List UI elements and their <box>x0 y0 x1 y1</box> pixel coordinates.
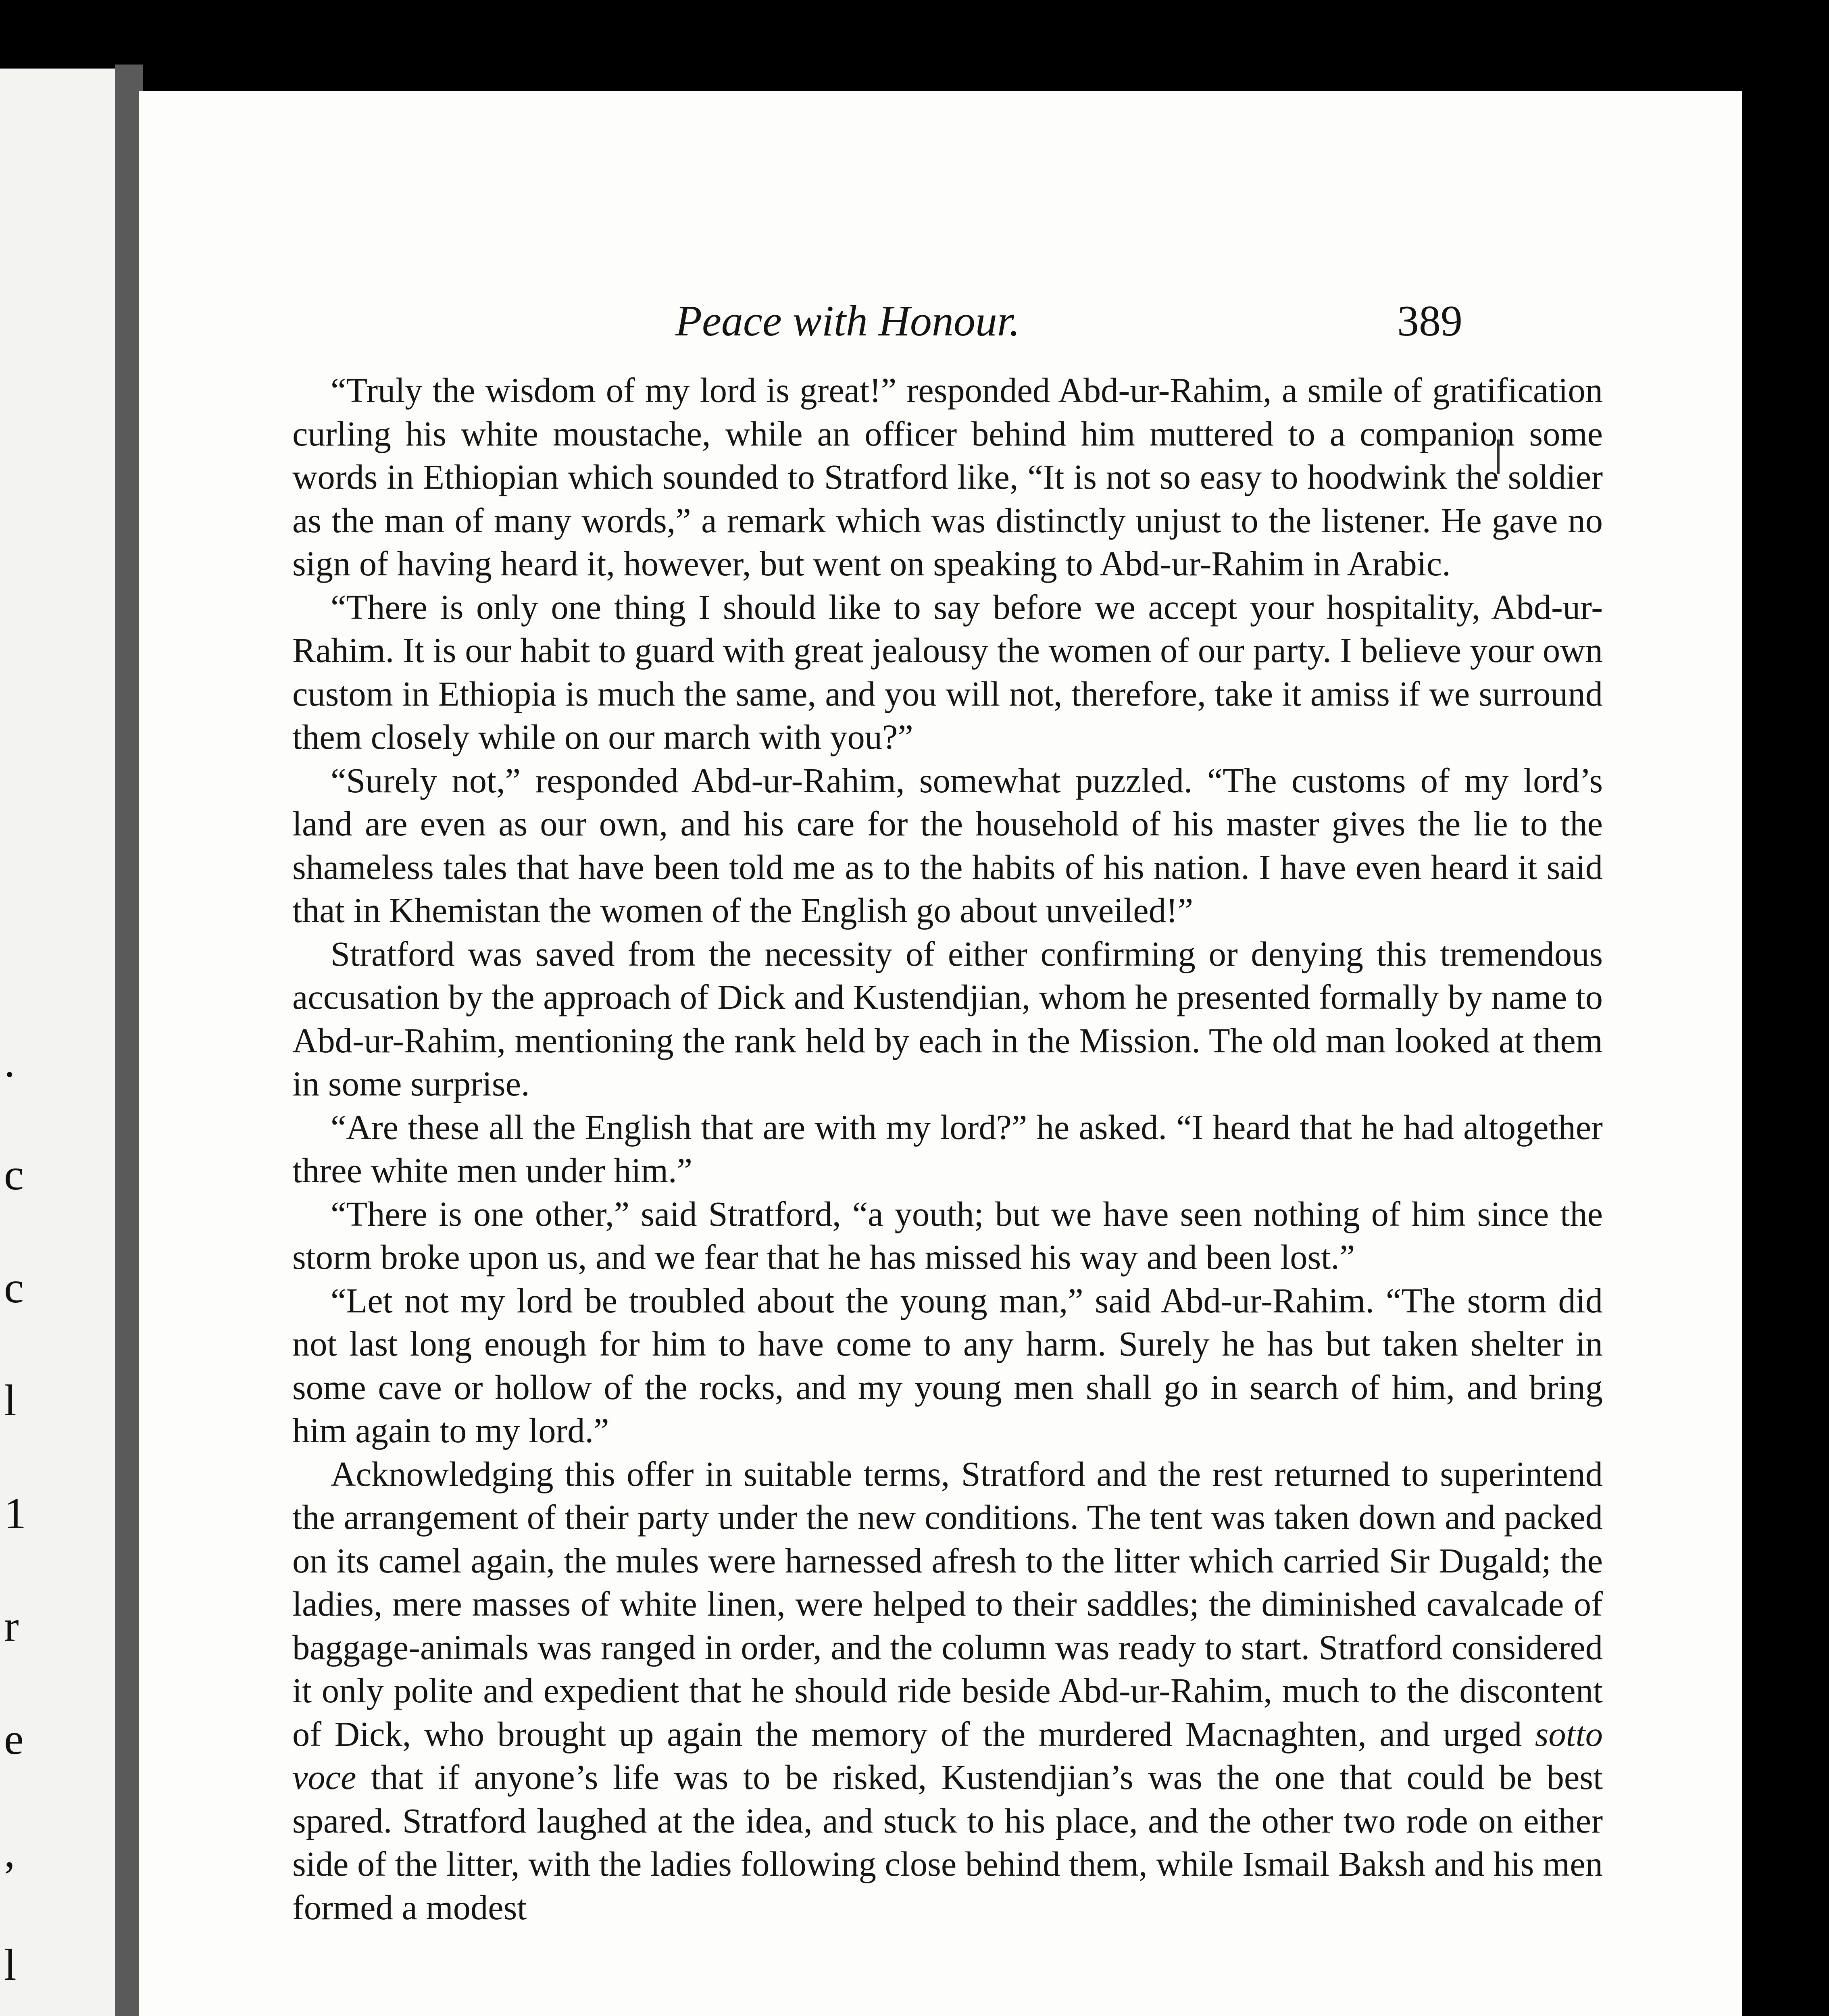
paragraph <box>292 1193 1603 1279</box>
facing-page-mark: e <box>4 1714 24 1764</box>
paragraph <box>292 1106 1603 1193</box>
facing-page-mark: c <box>4 1150 24 1199</box>
book-page <box>139 91 1742 2016</box>
paragraph-text: “There is only one thing I should like to say before we accept your hospitality, Abd-ur-Rahim. It is our habit to guard with great jealousy the women of our party. I believe your own custom in Ethiopia is much the same, and you will not, therefore, take it amiss if we surround them closely while on our march with you?” <box>292 587 1603 756</box>
paragraph-text: “Surely not,” responded Abd-ur-Rahim, somewhat puzzled. “The customs of my lord’s land are even as our own, and his care for the household of his master gives the lie to the shameless tales that have been told me as to the habits of his nation. I have even heard it said that in Khemistan the women of the English go about unveiled!” <box>292 761 1603 930</box>
facing-page-mark: r <box>4 1602 19 1651</box>
paragraph <box>292 933 1603 1106</box>
paragraph-text: “Are these all the English that are with my lord?” he asked. “I heard that he had altogether three white men under him.” <box>292 1108 1603 1190</box>
facing-page-edge <box>0 69 121 2016</box>
paragraph-text: “There is one other,” said Stratford, “a youth; but we have seen nothing of him since the storm broke upon us, and we fear that he has missed his way and been lost.” <box>292 1194 1603 1277</box>
facing-page-mark: l <box>4 1940 17 1989</box>
paragraph-text: that if anyone’s life was to be risked, Kustendjian’s was the one that could be best spared. Stratford laughed at the idea, and stuck to his place, and the other two rode on either side of the litter, with the ladies following close behind them, while Ismail Baksh and his men formed a modest <box>292 1758 1603 1927</box>
paragraph-text: Acknowledging this offer in suitable terms, Stratford and the rest returned to superintend the arrangement of their party under the new conditions. The tent was taken down and packed on its camel again, the mules were harnessed afresh to the litter which carried Sir Dugald; the ladies, mere masses of white linen, were helped to their saddles; the diminished cavalcade of baggage-animals was ranged in order, and the column was ready to start. Stratford considered it only polite and expedient that he should ride beside Abd-ur-Rahim, much to the discontent of Dick, who brought up again the memory of the murdered Macnaghten, and urged <box>292 1454 1603 1754</box>
paragraph <box>292 1279 1603 1453</box>
italic-phrase: sotto voce <box>292 1714 1603 1797</box>
body-text <box>292 369 1603 1929</box>
page-number: 389 <box>1397 297 1462 345</box>
paragraph-text: Stratford was saved from the necessity of either confirming or denying this tremendous accusation by the approach of Dick and Kustendjian, whom he presented formally by name to Abd-ur-Rahim, mentioning the rank held by each in the Mission. The old man looked at them in some surprise. <box>292 934 1603 1103</box>
facing-page-mark: c <box>4 1263 24 1312</box>
facing-page-mark: 1 <box>4 1489 26 1538</box>
running-title: Peace with Honour. <box>675 297 1020 345</box>
paragraph <box>292 759 1603 933</box>
paragraph <box>292 586 1603 759</box>
paragraph <box>292 1453 1603 1930</box>
paragraph-text: “Let not my lord be troubled about the young man,” said Abd-ur-Rahim. “The storm did not last long enough for him to have come to any harm. Surely he has but taken shelter in some cave or hollow of the rocks, and my young men shall go in search of him, and bring him again to my lord.” <box>292 1281 1603 1450</box>
paragraph-text: “Truly the wisdom of my lord is great!” responded Abd-ur-Rahim, a smile of gratification curling his white moustache, while an officer behind him muttered to a companion some words in Ethiopian which sounded to Stratford like, “It is not so easy to hoodwink the soldier as the man of many words,” a remark which was distinctly unjust to the listener. He gave no sign of having heard it, however, but went on speaking to Abd-ur-Rahim in Arabic. <box>292 371 1603 583</box>
paragraph <box>292 369 1603 586</box>
facing-page-mark: l <box>4 1376 17 1425</box>
page-header <box>139 296 1742 357</box>
facing-page-mark: . <box>4 1037 15 1086</box>
facing-page-mark: , <box>4 1827 15 1876</box>
